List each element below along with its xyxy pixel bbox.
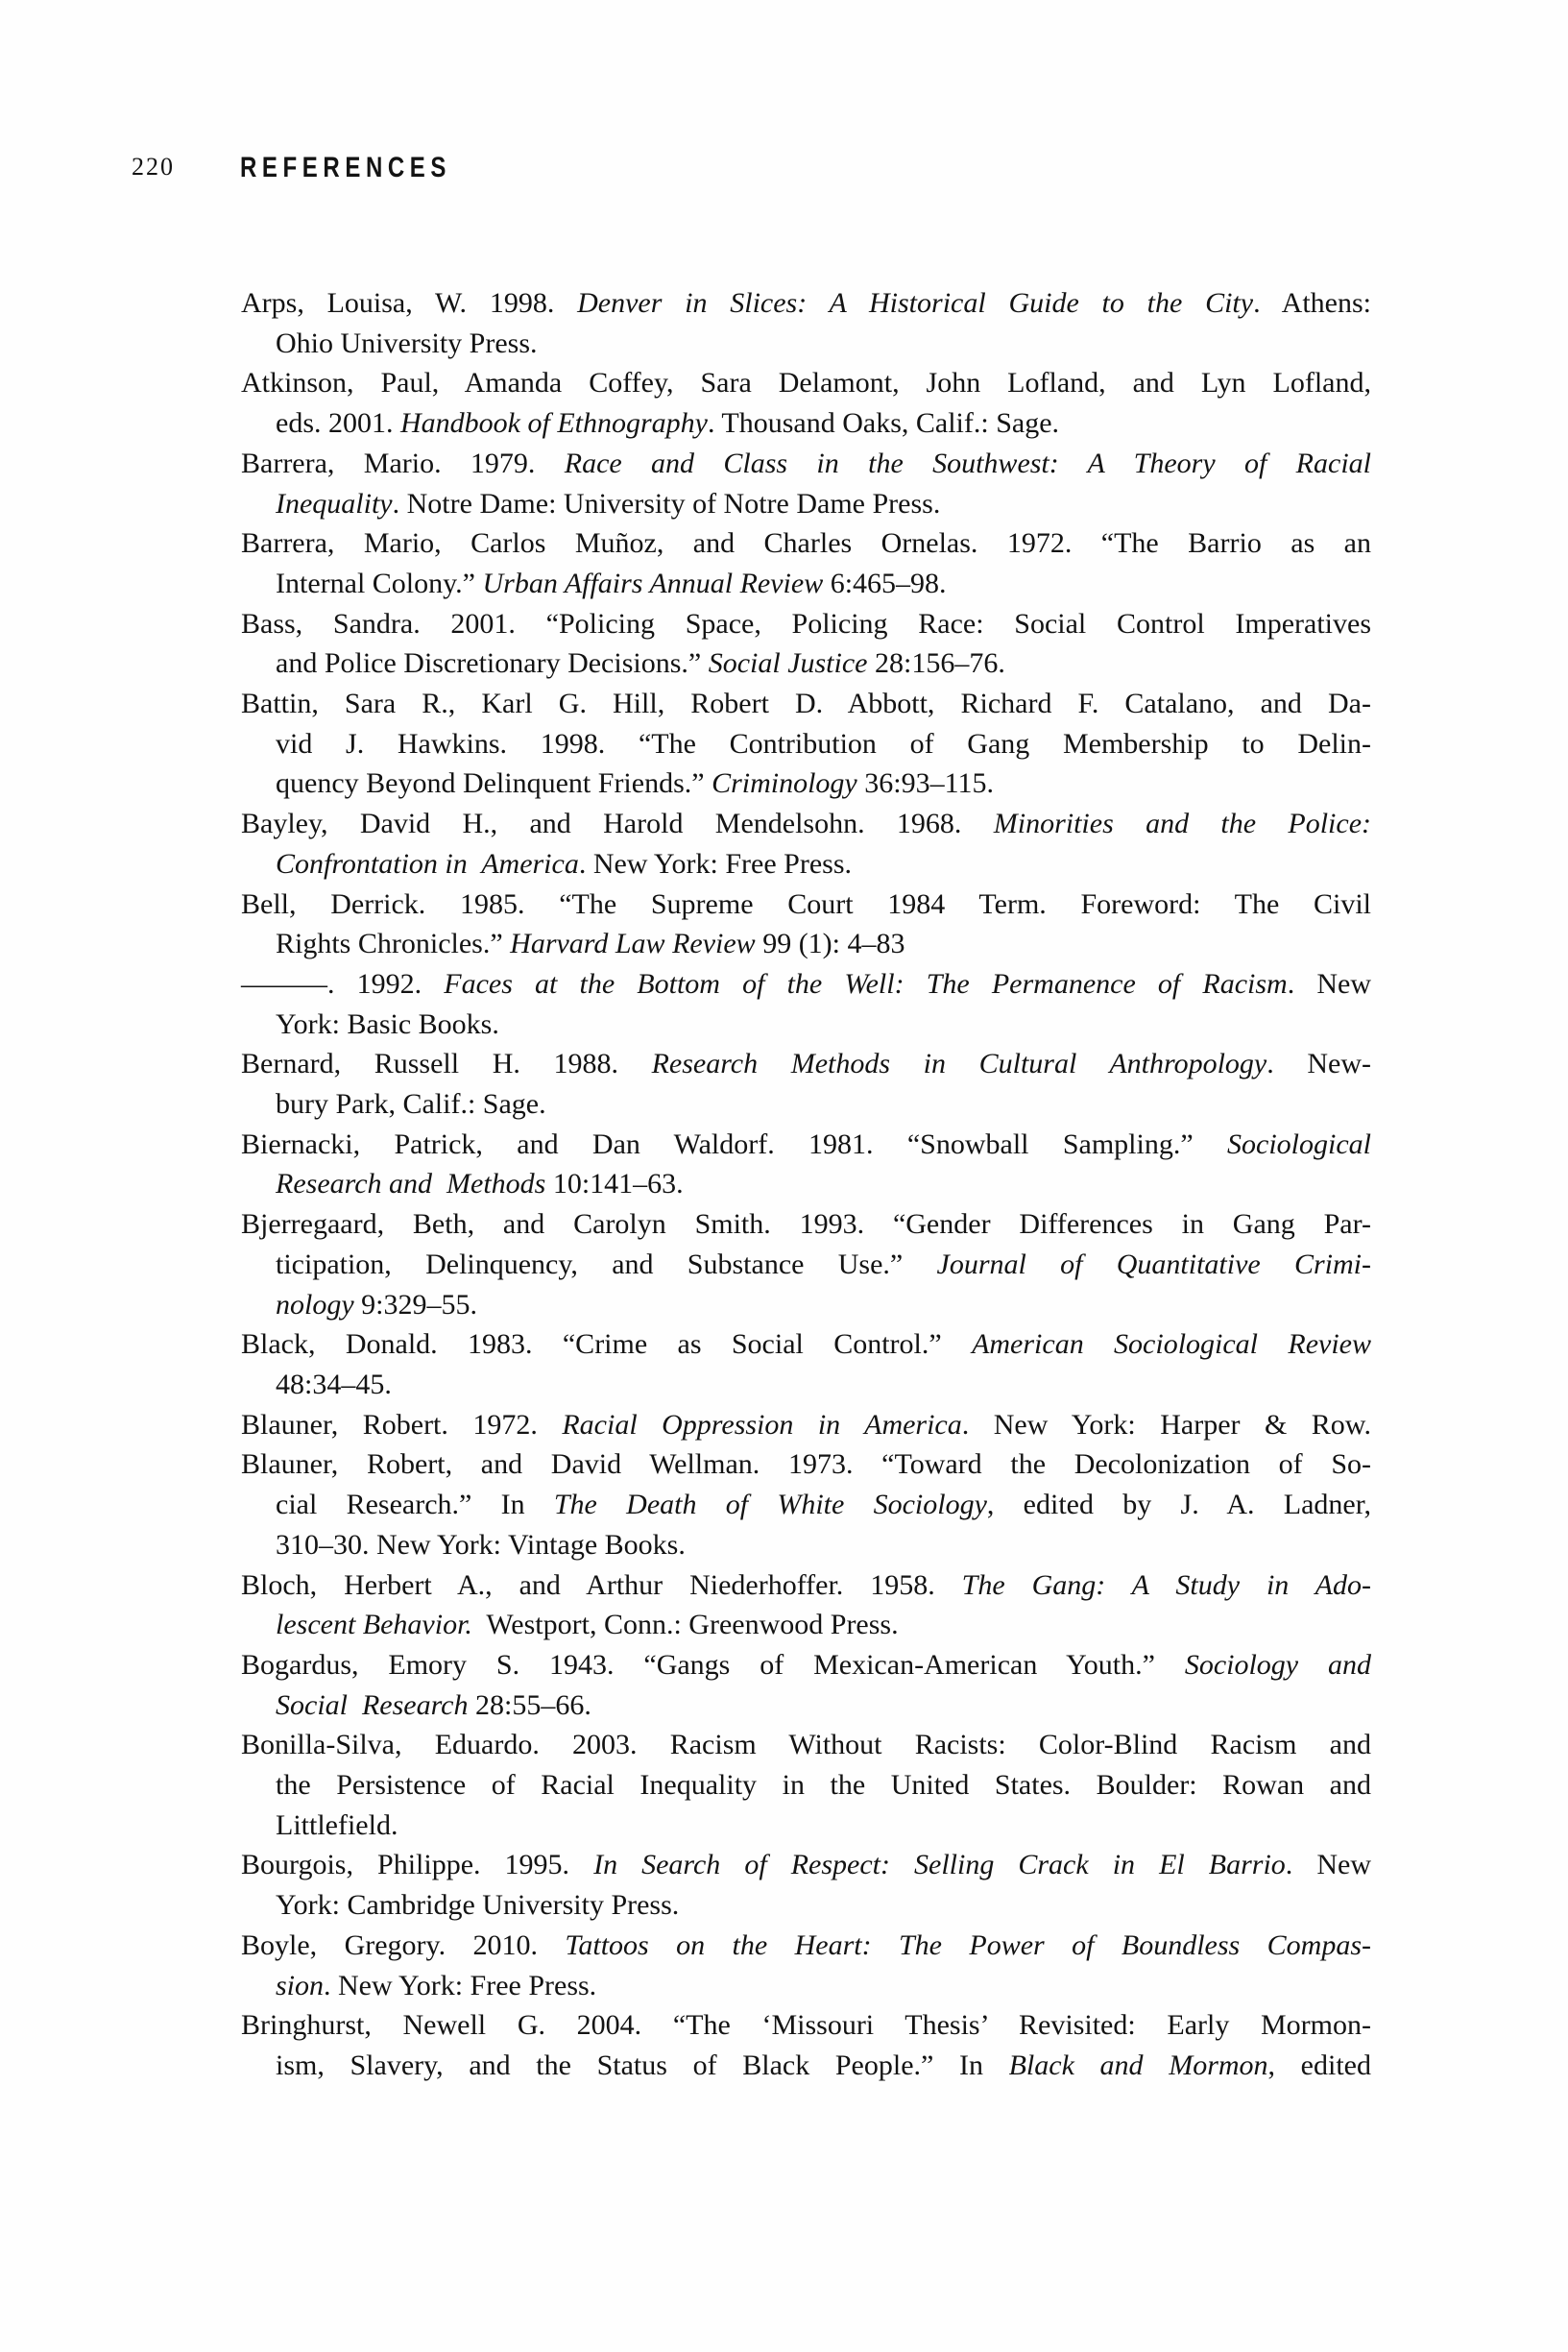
reference-text-segment: Battin, Sara R., Karl G. Hill, Robert D. Abbott, Richard F. Catalano, and Da- [241, 688, 1371, 720]
reference-text-segment: Bernard, Russell H. 1988. [241, 1048, 652, 1080]
reference-text-segment: Bass, Sandra. 2001. “Policing Space, Policing Race: Social Control Imperatives [241, 607, 1371, 640]
reference-text-segment: ticipation, Delinquency, and Substance Use.” [276, 1248, 937, 1280]
reference-line [241, 1324, 1371, 1365]
reference-title-segment: Confrontation in America [276, 847, 579, 880]
reference-line [241, 1245, 1371, 1285]
reference-text-segment: Bjerregaard, Beth, and Carolyn Smith. 1993. “Gender Differences in Gang Par- [241, 1208, 1371, 1241]
reference-text-segment: Bayley, David H., and Harold Mendelsohn. 1968. [241, 808, 994, 840]
reference-text-segment: eds. 2001. [276, 407, 400, 440]
reference-text-segment: Ohio University Press. [276, 327, 538, 359]
reference-line [241, 1285, 1371, 1325]
reference-line [241, 1164, 1371, 1204]
reference-line [241, 1765, 1371, 1806]
reference-title-segment: Faces at the Bottom of the Well: The Permanence of Racism [444, 967, 1288, 1000]
reference-title-segment: In Search of Respect: Selling Crack in El Barrio [593, 1849, 1286, 1881]
reference-entry [241, 1645, 1371, 1725]
reference-title-segment: sion [276, 1969, 325, 2001]
reference-title-segment: Social Research [276, 1688, 469, 1721]
reference-text-segment: . New York: Free Press. [578, 847, 853, 880]
reference-text-segment: . New- [1266, 1048, 1371, 1080]
reference-entry [241, 1044, 1371, 1124]
reference-title-segment: Research Methods in Cultural Anthropology [651, 1048, 1267, 1080]
reference-text-segment: ism, Slavery, and the Status of Black People.” In [276, 2049, 1009, 2081]
reference-line [241, 885, 1371, 925]
reference-text-segment: Boyle, Gregory. 2010. [241, 1928, 566, 1961]
reference-text-segment: Barrera, Mario. 1979. [241, 447, 565, 479]
reference-text-segment: 48:34–45. [276, 1368, 392, 1400]
reference-title-segment: The Gang: A Study in Ado- [961, 1568, 1371, 1601]
reference-entry [241, 1444, 1371, 1564]
reference-line [241, 2005, 1371, 2046]
reference-title-segment: Minorities and the Police: [993, 808, 1371, 840]
reference-line [241, 484, 1371, 524]
reference-text-segment: vid J. Hawkins. 1998. “The Contribution of Gang Membership to Delin- [276, 727, 1371, 760]
reference-text-segment: 28:55–66. [468, 1688, 591, 1721]
reference-line [241, 1926, 1371, 1966]
reference-title-segment: Social Justice [708, 647, 868, 680]
reference-entry [241, 2005, 1371, 2085]
reference-text-segment: . Notre Dame: University of Notre Dame Press. [392, 487, 941, 520]
reference-title-segment: Journal of Quantitative Crimi- [936, 1248, 1371, 1280]
reference-text-segment: York: Cambridge University Press. [276, 1889, 680, 1922]
reference-text-segment: Bell, Derrick. 1985. “The Supreme Court 1984 Term. Foreword: The Civil [241, 887, 1371, 920]
reference-line [241, 804, 1371, 844]
reference-title-segment: Race and Class in the Southwest: A Theory of Racial [564, 447, 1371, 479]
reference-text-segment: , edited by J. A. Ladner, [986, 1489, 1372, 1521]
reference-text-segment: the Persistence of Racial Inequality in the United States. Boulder: Rowan and [276, 1769, 1371, 1802]
reference-title-segment: Sociological [1227, 1128, 1371, 1160]
reference-title-segment: Racial Oppression in America [562, 1408, 962, 1441]
reference-entry [241, 804, 1371, 884]
reference-entry [241, 1405, 1371, 1445]
reference-line [241, 604, 1371, 644]
reference-text-segment: . New [1285, 1849, 1371, 1881]
reference-title-segment: nology [276, 1288, 354, 1321]
reference-text-segment: York: Basic Books. [276, 1007, 499, 1040]
reference-line [241, 324, 1371, 364]
reference-text-segment: Arps, Louisa, W. 1998. [241, 287, 578, 319]
reference-text-segment: Biernacki, Patrick, and Dan Waldorf. 1981. “Snowball Sampling.” [241, 1128, 1228, 1160]
page-number: 220 [132, 153, 175, 181]
reference-line [241, 844, 1371, 885]
reference-text-segment: Blauner, Robert. 1972. [241, 1408, 563, 1441]
reference-line [241, 1005, 1371, 1045]
reference-text-segment: Rights Chronicles.” [276, 928, 511, 960]
reference-title-segment: Urban Affairs Annual Review [482, 567, 824, 599]
reference-title-segment: Research and Methods [276, 1168, 546, 1200]
reference-line [241, 1605, 1371, 1645]
reference-text-segment: quency Beyond Delinquent Friends.” [276, 767, 712, 800]
reference-title-segment: Criminology [712, 767, 857, 800]
reference-text-segment: 9:329–55. [353, 1288, 477, 1321]
reference-entry [241, 444, 1371, 523]
reference-text-segment: Black, Donald. 1983. “Crime as Social Control.” [241, 1328, 973, 1361]
reference-line [241, 1565, 1371, 1606]
reference-text-segment: Atkinson, Paul, Amanda Coffey, Sara Delamont, John Lofland, and Lyn Lofland, [241, 367, 1371, 400]
reference-text-segment: ———. 1992. [241, 967, 445, 1000]
reference-line [241, 1725, 1371, 1765]
reference-line [241, 1044, 1371, 1084]
reference-text-segment: . New York: Free Press. [324, 1969, 597, 2001]
reference-text-segment: 10:141–63. [545, 1168, 684, 1200]
reference-text-segment: . Thousand Oaks, Calif.: Sage. [707, 407, 1060, 440]
reference-entry [241, 1125, 1371, 1204]
reference-line [241, 1525, 1371, 1565]
reference-title-segment: Black and Mormon [1008, 2049, 1268, 2081]
reference-text-segment: Barrera, Mario, Carlos Muñoz, and Charles Ornelas. 1972. “The Barrio as an [241, 527, 1371, 560]
reference-entry [241, 684, 1371, 804]
reference-entry [241, 283, 1371, 363]
reference-line [241, 924, 1371, 964]
reference-text-segment: bury Park, Calif.: Sage. [276, 1088, 546, 1121]
reference-text-segment: Bourgois, Philippe. 1995. [241, 1849, 594, 1881]
reference-line [241, 1405, 1371, 1445]
reference-entry [241, 1845, 1371, 1925]
reference-title-segment: Harvard Law Review [510, 928, 756, 960]
reference-text-segment: Internal Colony.” [276, 567, 483, 599]
reference-line [241, 643, 1371, 684]
reference-title-segment: Sociology and [1184, 1648, 1372, 1681]
reference-text-segment: Bonilla-Silva, Eduardo. 2003. Racism Without Racists: Color-Blind Racism and [241, 1729, 1371, 1761]
reference-text-segment: and Police Discretionary Decisions.” [276, 647, 709, 680]
reference-text-segment: 310–30. New York: Vintage Books. [276, 1528, 686, 1561]
reference-text-segment: 99 (1): 4–83 [755, 928, 905, 960]
reference-text-segment: 28:156–76. [867, 647, 1005, 680]
reference-line [241, 1204, 1371, 1245]
reference-line [241, 1685, 1371, 1726]
reference-line [241, 283, 1371, 324]
reference-title-segment: Inequality [276, 487, 393, 520]
reference-line [241, 684, 1371, 724]
reference-title-segment: lescent Behavior. [276, 1609, 472, 1641]
reference-entry [241, 604, 1371, 684]
reference-line [241, 1365, 1371, 1405]
reference-text-segment: 36:93–115. [856, 767, 994, 800]
reference-entry [241, 1204, 1371, 1324]
reference-text-segment: . Athens: [1253, 287, 1372, 319]
reference-line [241, 1485, 1371, 1525]
reference-entry [241, 885, 1371, 964]
reference-title-segment: Tattoos on the Heart: The Power of Boundless Compas- [565, 1928, 1371, 1961]
reference-line [241, 2046, 1371, 2086]
reference-line [241, 444, 1371, 484]
reference-text-segment: Westport, Conn.: Greenwood Press. [471, 1609, 899, 1641]
reference-line [241, 764, 1371, 804]
reference-text-segment: 6:465–98. [823, 567, 947, 599]
reference-entry [241, 363, 1371, 443]
reference-title-segment: Handbook of Ethnography [400, 407, 708, 440]
reference-entry [241, 1926, 1371, 2005]
reference-line [241, 964, 1371, 1005]
reference-text-segment: cial Research.” In [276, 1489, 554, 1521]
reference-text-segment: . New [1287, 967, 1371, 1000]
reference-entry [241, 964, 1371, 1044]
reference-entry [241, 1725, 1371, 1845]
reference-text-segment: Littlefield. [276, 1808, 398, 1841]
reference-text-segment: Bogardus, Emory S. 1943. “Gangs of Mexican-American Youth.” [241, 1648, 1185, 1681]
reference-text-segment: . New York: Harper & Row. [961, 1408, 1372, 1441]
reference-line [241, 363, 1371, 403]
reference-entry [241, 1324, 1371, 1404]
reference-line [241, 1084, 1371, 1125]
reference-entry [241, 1565, 1371, 1645]
reference-line [241, 724, 1371, 764]
reference-text-segment: Bloch, Herbert A., and Arthur Niederhoffer. 1958. [241, 1568, 962, 1601]
reference-line [241, 1645, 1371, 1685]
reference-line [241, 1845, 1371, 1885]
reference-line [241, 523, 1371, 564]
reference-entry [241, 523, 1371, 603]
reference-line [241, 1966, 1371, 2006]
reference-line [241, 1125, 1371, 1165]
reference-text-segment: Bringhurst, Newell G. 2004. “The ‘Missouri Thesis’ Revisited: Early Mormon- [241, 2009, 1371, 2042]
reference-line [241, 564, 1371, 604]
reference-text-segment: , edited [1267, 2049, 1371, 2081]
reference-line [241, 403, 1371, 444]
references-list [241, 283, 1371, 2086]
reference-title-segment: Denver in Slices: A Historical Guide to the City [577, 287, 1254, 319]
reference-text-segment: Blauner, Robert, and David Wellman. 1973. “Toward the Decolonization of So- [241, 1448, 1371, 1481]
reference-line [241, 1444, 1371, 1485]
reference-title-segment: American Sociological Review [972, 1328, 1371, 1361]
reference-line [241, 1806, 1371, 1846]
running-head: REFERENCES [240, 152, 452, 183]
reference-title-segment: The Death of White Sociology [553, 1489, 987, 1521]
reference-line [241, 1885, 1371, 1926]
